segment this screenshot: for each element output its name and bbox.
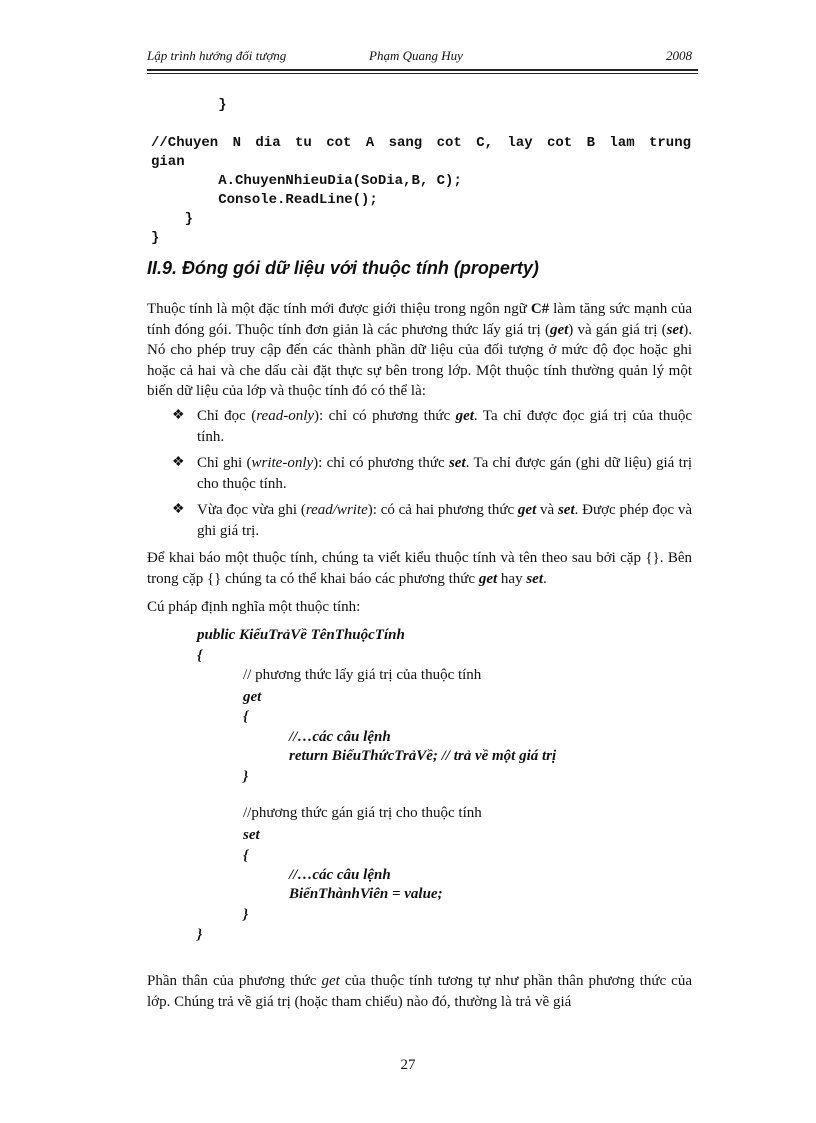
syntax-set-close: }: [243, 907, 249, 923]
code-line-brace: }: [151, 97, 227, 113]
intro-paragraph: [147, 299, 692, 402]
diamond-bullet-icon: ❖: [172, 455, 185, 470]
bullet-keyword: set: [557, 502, 575, 518]
diamond-bullet-icon: ❖: [172, 502, 185, 517]
syntax-get-close: }: [243, 769, 249, 785]
syntax-intro: Cú pháp định nghĩa một thuộc tính:: [147, 599, 361, 615]
bullet-keyword: get: [517, 502, 537, 518]
intro-csharp: C#: [530, 301, 550, 317]
bullet-keyword: set: [448, 455, 466, 471]
intro-text-2: làm tăng sức mạnh của tính đóng gói. Thuộc tính đơn giản là các phương thức lấy giá trị (: [147, 301, 692, 338]
declare-paragraph: [147, 548, 692, 589]
declare-set: set: [526, 570, 543, 587]
header-rule-thin: [147, 73, 698, 74]
code-line-close1: }: [151, 211, 194, 227]
bullet-text: . Ta chỉ được gán (ghi dữ liệu) giá trị cho thuộc tính.: [197, 455, 692, 492]
code-comment-line: //Chuyen N dia tu cot A sang cot C, lay cot B lam trung: [151, 135, 691, 151]
syntax-get-keyword: get: [243, 689, 262, 705]
bullet-text: và: [536, 502, 558, 518]
header-rule-thick: [147, 69, 698, 71]
syntax-set-open: {: [243, 848, 249, 864]
syntax-signature: public KiểuTrảVề TênThuộcTính: [197, 627, 405, 643]
bullet-term: write-only: [251, 455, 314, 471]
body-text-2: của thuộc tính tương tự như phần thân phương thức của lớp. Chúng trả về giá trị (hoặc tham chiếu) nào đó, thường là trả về giá: [147, 973, 692, 1010]
bullet-term: read/write: [305, 502, 368, 518]
header-author: Phạm Quang Huy: [369, 48, 463, 63]
syntax-close-brace: }: [197, 927, 203, 943]
code-line-call2: Console.ReadLine();: [151, 192, 378, 208]
code-line-close2: }: [151, 230, 160, 246]
bullet-text: . Ta chỉ được đọc giá trị của thuộc tính.: [197, 408, 692, 445]
declare-get: get: [478, 570, 498, 587]
section-heading: II.9. Đóng gói dữ liệu với thuộc tính (property): [147, 258, 539, 278]
syntax-get-comment: // phương thức lấy giá trị của thuộc tính: [243, 667, 482, 683]
intro-get: get: [549, 321, 569, 338]
bullet-text: ): có cả hai phương thức: [367, 502, 518, 518]
intro-text-4: ). Nó cho phép truy cập đến các thành phần dữ liệu của đối tượng ở mức độ đọc hoặc ghi hoặc cả hai và che dấu cài đặt thực sự bên trong lớp. Một thuộc tính thường quản lý một biến dữ liệu của lớp và thuộc tính đó có thể là:: [147, 321, 692, 399]
list-item: [172, 500, 692, 541]
bullet-text: ): chỉ có phương thức: [314, 408, 456, 424]
list-item: [172, 453, 692, 494]
code-comment-wrap: gian: [151, 154, 185, 170]
bullet-text: . Được phép đọc và ghi giá trị.: [197, 502, 692, 539]
bullet-text: Chỉ ghi (: [197, 455, 252, 471]
page-header: [147, 48, 692, 68]
list-item: [172, 406, 692, 447]
header-year: 2008: [666, 48, 692, 63]
bullet-text: ): chỉ có phương thức: [313, 455, 449, 471]
syntax-set-keyword: set: [243, 827, 260, 843]
bullet-text: Chỉ đọc (: [197, 408, 257, 424]
property-kinds-list: [172, 406, 692, 547]
header-book-title: Lập trình hướng đối tượng: [147, 48, 287, 63]
syntax-get-return: return BiểuThứcTrảVề; // trả về một giá trị: [289, 748, 557, 764]
declare-text-3: .: [543, 570, 547, 587]
bullet-text: Vừa đọc vừa ghi (: [197, 502, 306, 518]
page-number: 27: [400, 1057, 416, 1073]
declare-text-1: Để khai báo một thuộc tính, chúng ta viết kiểu thuộc tính và tên theo sau bởi cặp {}. Bên trong cặp {} chúng ta có thể khai báo các phương thức: [147, 550, 692, 587]
declare-text-2: hay: [497, 570, 527, 587]
diamond-bullet-icon: ❖: [172, 408, 185, 423]
intro-text-3: ) và gán giá trị (: [568, 321, 667, 338]
intro-set: set: [666, 321, 684, 338]
code-line-call1: A.ChuyenNhieuDia(SoDia,B, C);: [151, 173, 462, 189]
intro-text-1: Thuộc tính là một đặc tính mới được giới thiệu trong ngôn ngữ: [147, 301, 531, 317]
syntax-set-assign: BiếnThànhViên = value;: [289, 886, 443, 902]
syntax-open-brace: {: [197, 648, 203, 664]
body-get: get: [321, 973, 340, 989]
syntax-set-statements: //…các câu lệnh: [289, 867, 391, 883]
bullet-keyword: get: [455, 408, 474, 424]
syntax-get-statements: //…các câu lệnh: [289, 729, 391, 745]
syntax-set-comment: //phương thức gán giá trị cho thuộc tính: [243, 805, 482, 821]
syntax-get-open: {: [243, 709, 249, 725]
body-text-1: Phần thân của phương thức: [147, 973, 322, 989]
body-last-paragraph: [147, 971, 692, 1012]
bullet-term: read-only: [256, 408, 315, 424]
